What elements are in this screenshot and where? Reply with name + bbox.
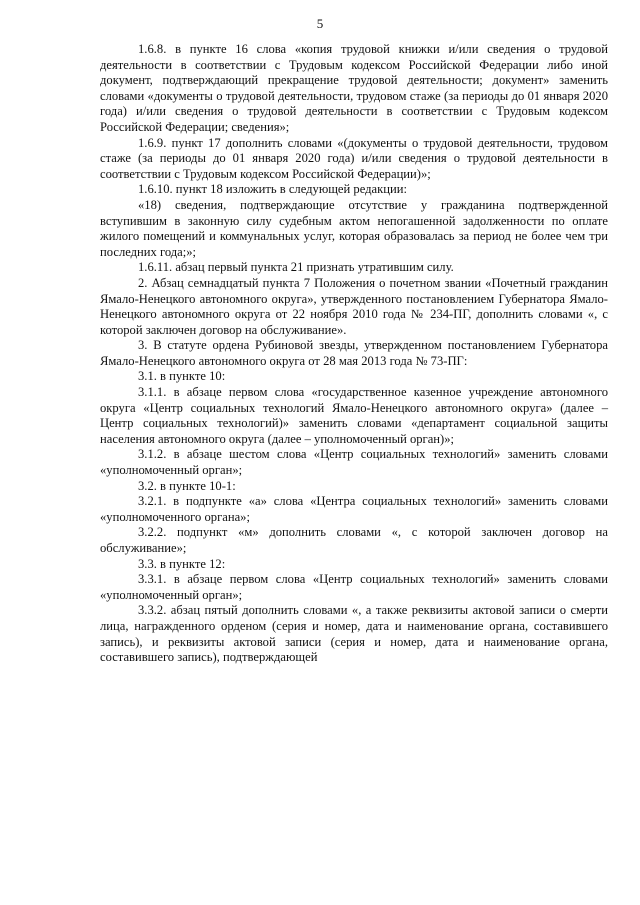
paragraph-1-6-8: 1.6.8. в пункте 16 слова «копия трудовой книжки и/или сведения о трудовой деятельности в соответствии с Трудовым кодексом Российской Федерации либо иной документ, подтверждающий прекращение трудовой деятельности; документ» заменить словами «документы о трудовой деятельности, трудовом стаже (за периоды до 01 января 2020 года) и/или сведения о трудовой деятельности в соответствии с Трудовым кодексом Российской Федерации; сведения»; bbox=[100, 42, 608, 134]
paragraph-3-2-1: 3.2.1. в подпункте «а» слова «Центра социальных технологий» заменить словами «уполномоченного органа»; bbox=[100, 494, 608, 524]
paragraph-3-1: 3.1. в пункте 10: bbox=[138, 369, 226, 384]
paragraph-3-3-2: 3.3.2. абзац пятый дополнить словами «, а также реквизиты актовой записи о смерти лица, награжденного орденом (серия и номер, дата и наименование органа, составившего запись), и реквизиты актовой записи (серия и номер, дата и наименование органа, составившего запись), подтверждающей bbox=[100, 603, 608, 665]
paragraph-3-2: 3.2. в пункте 10-1: bbox=[138, 478, 236, 493]
paragraph-3-1-1: 3.1.1. в абзаце первом слова «государственное казенное учреждение автономного округа «Центр социальных технологий Ямало-Ненецкого автономного округа» (далее – Центр социальных технологий)» заменить словами «департамент социальной защиты населения автономного округа (далее – уполномоченный орган)»; bbox=[100, 385, 608, 446]
paragraph-3-1-2: 3.1.2. в абзаце шестом слова «Центр социальных технологий» заменить словами «уполномоченный орган»; bbox=[100, 447, 608, 478]
paragraph-3-3: 3.3. в пункте 12: bbox=[138, 556, 226, 571]
paragraph-3-3-1: 3.3.1. в абзаце первом слова «Центр социальных технологий» заменить словами «уполномоченный орган»; bbox=[100, 572, 608, 602]
paragraph-1-6-9: 1.6.9. пункт 17 дополнить словами «(документы о трудовой деятельности, трудовом стаже (за периоды до 01 января 2020 года) и/или сведения о трудовой деятельности в соответствии с Трудовым кодексом Российской Федерации)»; bbox=[100, 135, 608, 181]
document-body bbox=[100, 42, 608, 666]
paragraph-3-2-2: 3.2.2. подпункт «м» дополнить словами «, с которой заключен договор на обслуживание»; bbox=[100, 525, 608, 555]
paragraph-1-6-10: 1.6.10. пункт 18 изложить в следующей редакции: bbox=[138, 182, 407, 197]
paragraph-2: 2. Абзац семнадцатый пункта 7 Положения о почетном звании «Почетный гражданин Ямало-Ненецкого автономного округа», утвержденного постановлением Губернатора Ямало-Ненецкого автономного округа от 22 ноября 2010 года № 234-ПГ, дополнить словами «, с которой заключен договор на обслуживание». bbox=[100, 275, 608, 337]
page-number: 5 bbox=[316, 16, 324, 31]
paragraph-3: 3. В статуте ордена Рубиновой звезды, утвержденном постановлением Губернатора Ямало-Ненецкого автономного округа от 28 мая 2013 года № 73-ПГ: bbox=[100, 338, 608, 368]
paragraph-18-quote: «18) сведения, подтверждающие отсутствие у гражданина подтвержденной вступившим в законную силу судебным актом непогашенной задолженности по оплате жилого помещений и коммунальных услуг, которая образовалась за период не более чем три последних года;»; bbox=[100, 197, 608, 259]
paragraph-1-6-11: 1.6.11. абзац первый пункта 21 признать утратившим силу. bbox=[138, 260, 454, 275]
